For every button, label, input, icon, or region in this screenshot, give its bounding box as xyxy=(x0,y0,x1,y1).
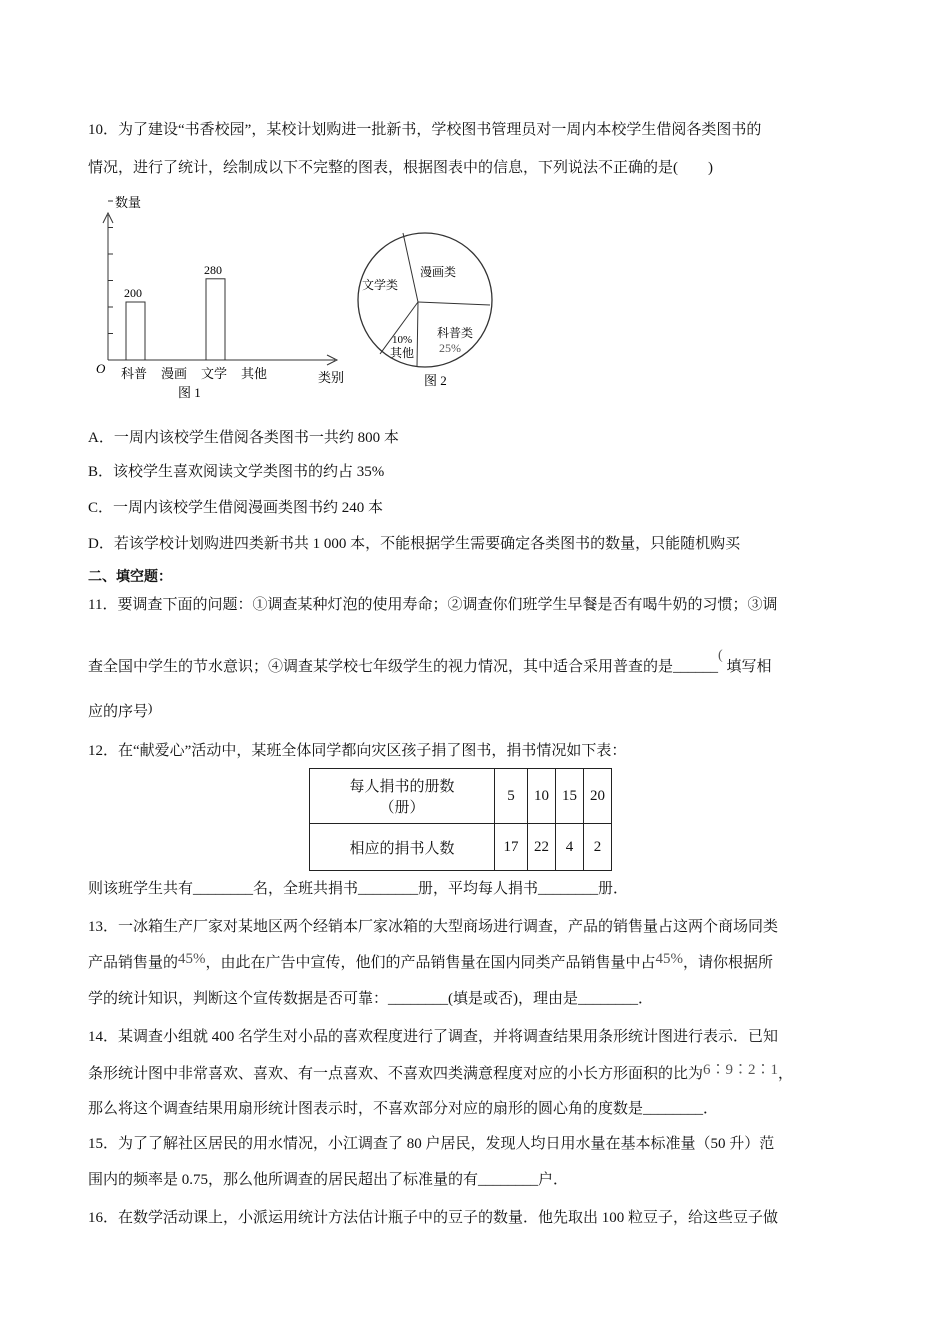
bar xyxy=(206,279,225,360)
data-label: 200 xyxy=(124,286,142,300)
q12-line1: 12．在“献爱心”活动中，某班全体同学都向灾区孩子捐了图书，捐书情况如下表： xyxy=(88,743,627,759)
table-cell: 17 xyxy=(495,824,528,871)
table-header: 相应的捐书人数 xyxy=(310,824,495,871)
table-cell: 10 xyxy=(528,769,556,824)
q13-line1: 13．一冰箱生产厂家对某地区两个经销本厂家冰箱的大型商场进行调查，产品的销售量占这两个商场同类 xyxy=(88,919,779,935)
q14-line3: 那么将这个调查结果用扇形统计图表示时，不喜欢部分对应的扇形的圆心角的度数是________． xyxy=(88,1101,719,1117)
q11-line2 xyxy=(88,648,772,676)
figure2-caption: 图 2 xyxy=(424,373,447,388)
y-axis-label: 数量 xyxy=(115,195,142,210)
q10-option-b: B．该校学生喜欢阅读文学类图书的约占 35% xyxy=(88,464,385,480)
x-axis-label: 类别 xyxy=(318,370,345,385)
x-tick-label: 科普 xyxy=(121,366,148,381)
q10-option-c: C．一周内该校学生借阅漫画类图书约 240 本 xyxy=(88,500,384,516)
table-header: 每人捐书的册数 （册） xyxy=(310,769,495,824)
pie-label-qita: 其他 xyxy=(390,346,415,360)
q10-option-a: A．一周内该校学生借阅各类图书一共约 800 本 xyxy=(88,430,399,446)
pie-pct-qita: 10% xyxy=(392,334,413,346)
q13-line2: 产品销售量的45%，由此在广告中宣传，他们的产品销售量在国内同类产品销售量中占45%，请你根据所 xyxy=(88,951,774,971)
pie-chart-figure2 xyxy=(350,225,500,400)
section-heading: 二、填空题： xyxy=(88,570,172,585)
table-cell: 5 xyxy=(495,769,528,824)
x-tick-label: 文学 xyxy=(201,366,228,381)
bar xyxy=(126,302,145,360)
q11-line2b: 填写相 xyxy=(726,659,772,675)
q11-line3-text: 应的序号 xyxy=(88,704,149,720)
paren: ) xyxy=(148,700,153,715)
pie-pct-kepu: 25% xyxy=(439,341,461,355)
table-cell: 20 xyxy=(584,769,612,824)
q15-line1: 15．为了了解社区居民的用水情况，小江调查了 80 户居民，发现人均日用水量在基本标准量（50 升）范 xyxy=(88,1136,775,1152)
q11-line3 xyxy=(88,700,152,721)
q13-line3: 学的统计知识，判断这个宣传数据是否可靠：________(填是或否)，理由是________． xyxy=(88,991,653,1007)
donation-table xyxy=(309,768,612,871)
q14-line1: 14．某调查小组就 400 名学生对小品的喜欢程度进行了调查，并将调查结果用条形统计图进行表示．已知 xyxy=(88,1029,779,1045)
table-cell: 22 xyxy=(528,824,556,871)
q14-line2: 条形统计图中非常喜欢、喜欢、有一点喜欢、不喜欢四类满意程度对应的小长方形面积的比为6∶9∶2∶1， xyxy=(88,1062,794,1082)
pie-label-kepu: 科普类 xyxy=(437,326,474,340)
paren: ( xyxy=(718,648,723,663)
pie-label-wenxue: 文学类 xyxy=(362,278,399,292)
figure1-caption: 图 1 xyxy=(178,385,201,400)
q11-line1: 11．要调查下面的问题：①调查某种灯泡的使用寿命；②调查你们班学生早餐是否有喝牛奶的习惯；③调 xyxy=(88,597,778,613)
q10-text-line1: 10．为了建设“书香校园”，某校计划购进一批新书，学校图书管理员对一周内本校学生借阅各类图书的 xyxy=(88,122,762,138)
table-cell: 4 xyxy=(556,824,584,871)
q10-text-line2: 情况，进行了统计，绘制成以下不完整的图表，根据图表中的信息，下列说法不正确的是( ) xyxy=(88,160,713,176)
origin-label: O xyxy=(96,361,106,376)
table-cell: 15 xyxy=(556,769,584,824)
data-label: 280 xyxy=(204,262,222,277)
q10-option-d: D．若该学校计划购进四类新书共 1 000 本，不能根据学生需要确定各类图书的数量，只能随机购买 xyxy=(88,536,741,552)
q12-line2: 则该班学生共有________名，全班共捐书________册，平均每人捐书________册． xyxy=(88,881,629,897)
pie-label-manhua: 漫画类 xyxy=(420,265,457,279)
bar-chart-figure1 xyxy=(90,185,350,400)
q15-line2: 围内的频率是 0.75，那么他所调查的居民超出了标准量的有________户． xyxy=(88,1172,569,1188)
q16-line1: 16．在数学活动课上，小派运用统计方法估计瓶子中的豆子的数量．他先取出 100 粒豆子，给这些豆子做 xyxy=(88,1210,779,1226)
table-cell: 2 xyxy=(584,824,612,871)
q11-line2-text: 查全国中学生的节水意识；④调查某学校七年级学生的视力情况，其中适合采用普查的是______ xyxy=(88,659,719,675)
x-tick-label: 其他 xyxy=(241,366,268,381)
x-tick-label: 漫画 xyxy=(161,366,188,381)
